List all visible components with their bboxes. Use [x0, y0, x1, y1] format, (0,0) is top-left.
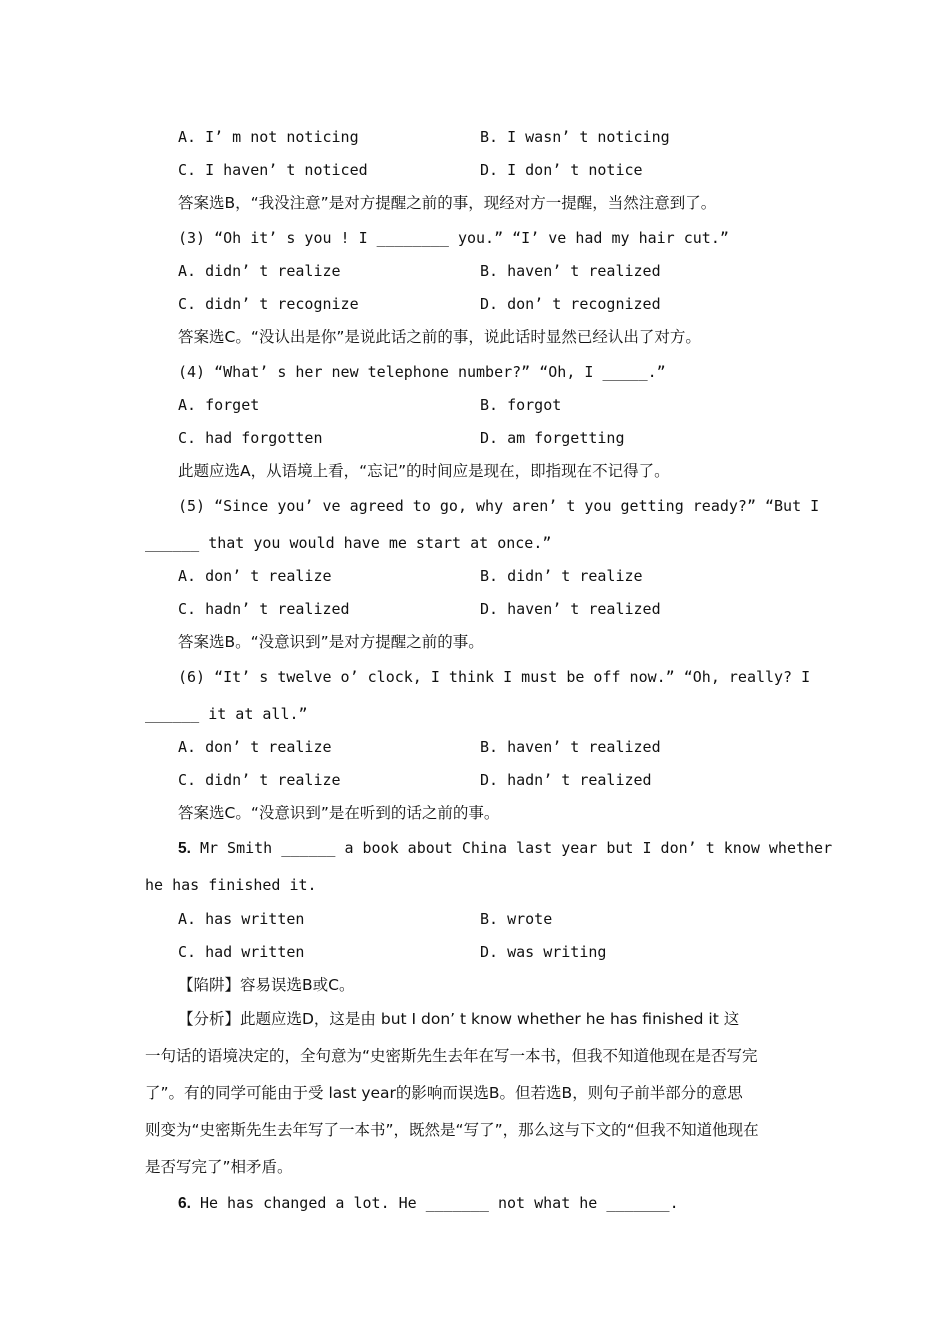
analysis-line: 【分析】此题应选D，这是由 but I don’ t know whether he has finished it 这: [178, 1010, 740, 1028]
option-d: D. hadn’ t realized: [480, 771, 652, 789]
option-d: D. I don’ t notice: [480, 161, 643, 179]
question-number: 6.: [178, 1195, 191, 1212]
question-number: 5.: [178, 840, 191, 857]
question-stem: (5) “Since you’ ve agreed to go, why aren’ t you getting ready?” “But I: [178, 497, 820, 515]
answer-text: 答案选B，“我没注意”是对方提醒之前的事，现经对方一提醒，当然注意到了。: [178, 194, 717, 212]
option-a: A. forget: [178, 396, 260, 414]
question-stem: (3) “Oh it’ s you ! I ________ you.” “I’ ve had my hair cut.”: [178, 229, 729, 247]
question-stem: (6) “It’ s twelve o’ clock, I think I must be off now.” “Oh, really? I: [178, 668, 811, 686]
answer-text: 答案选C。“没意识到”是在听到的话之前的事。: [178, 804, 500, 822]
question-stem-continued: ______ that you would have me start at once.”: [145, 534, 552, 552]
option-b: B. wrote: [480, 910, 553, 928]
question-stem-continued: ______ it at all.”: [145, 705, 308, 723]
question-stem-continued: he has finished it.: [145, 876, 317, 894]
option-d: D. don’ t recognized: [480, 295, 661, 313]
analysis-line: 则变为“史密斯先生去年写了一本书”，既然是“写了”，那么这与下文的“但我不知道他现在: [145, 1121, 759, 1139]
option-b: B. forgot: [480, 396, 562, 414]
trap-note: 【陷阱】容易误选B或C。: [178, 976, 355, 994]
question-6: [178, 1193, 679, 1214]
option-c: C. didn’ t realize: [178, 771, 341, 789]
question-stem: Mr Smith ______ a book about China last year but I don’ t know whether: [190, 839, 833, 857]
question-stem: He has changed a lot. He _______ not what he _______.: [190, 1194, 679, 1212]
option-a: A. didn’ t realize: [178, 262, 341, 280]
answer-text: 答案选C。“没认出是你”是说此话之前的事，说此话时显然已经认出了对方。: [178, 328, 701, 346]
answer-text: 此题应选A，从语境上看，“忘记”的时间应是现在，即指现在不记得了。: [178, 462, 670, 480]
option-c: C. had forgotten: [178, 429, 323, 447]
question-5: [178, 838, 832, 859]
option-b: B. haven’ t realized: [480, 738, 661, 756]
option-d: D. haven’ t realized: [480, 600, 661, 618]
option-b: B. haven’ t realized: [480, 262, 661, 280]
analysis-line: 了”。有的同学可能由于受 last year的影响而误选B。但若选B，则句子前半部分的意思: [145, 1084, 743, 1102]
question-stem: (4) “What’ s her new telephone number?” “Oh, I _____.”: [178, 363, 666, 381]
answer-text: 答案选B。“没意识到”是对方提醒之前的事。: [178, 633, 484, 651]
analysis-line: 一句话的语境决定的，全句意为“史密斯先生去年在写一本书，但我不知道他现在是否写完: [145, 1047, 758, 1065]
option-a: A. has written: [178, 910, 305, 928]
option-a: A. don’ t realize: [178, 567, 332, 585]
option-c: C. hadn’ t realized: [178, 600, 350, 618]
option-a: A. don’ t realize: [178, 738, 332, 756]
option-a: A. I’ m not noticing: [178, 128, 359, 146]
option-d: D. am forgetting: [480, 429, 625, 447]
option-b: B. didn’ t realize: [480, 567, 643, 585]
option-c: C. didn’ t recognize: [178, 295, 359, 313]
option-d: D. was writing: [480, 943, 607, 961]
option-b: B. I wasn’ t noticing: [480, 128, 670, 146]
option-c: C. I haven’ t noticed: [178, 161, 368, 179]
analysis-line: 是否写完了”相矛盾。: [145, 1158, 293, 1176]
option-c: C. had written: [178, 943, 305, 961]
